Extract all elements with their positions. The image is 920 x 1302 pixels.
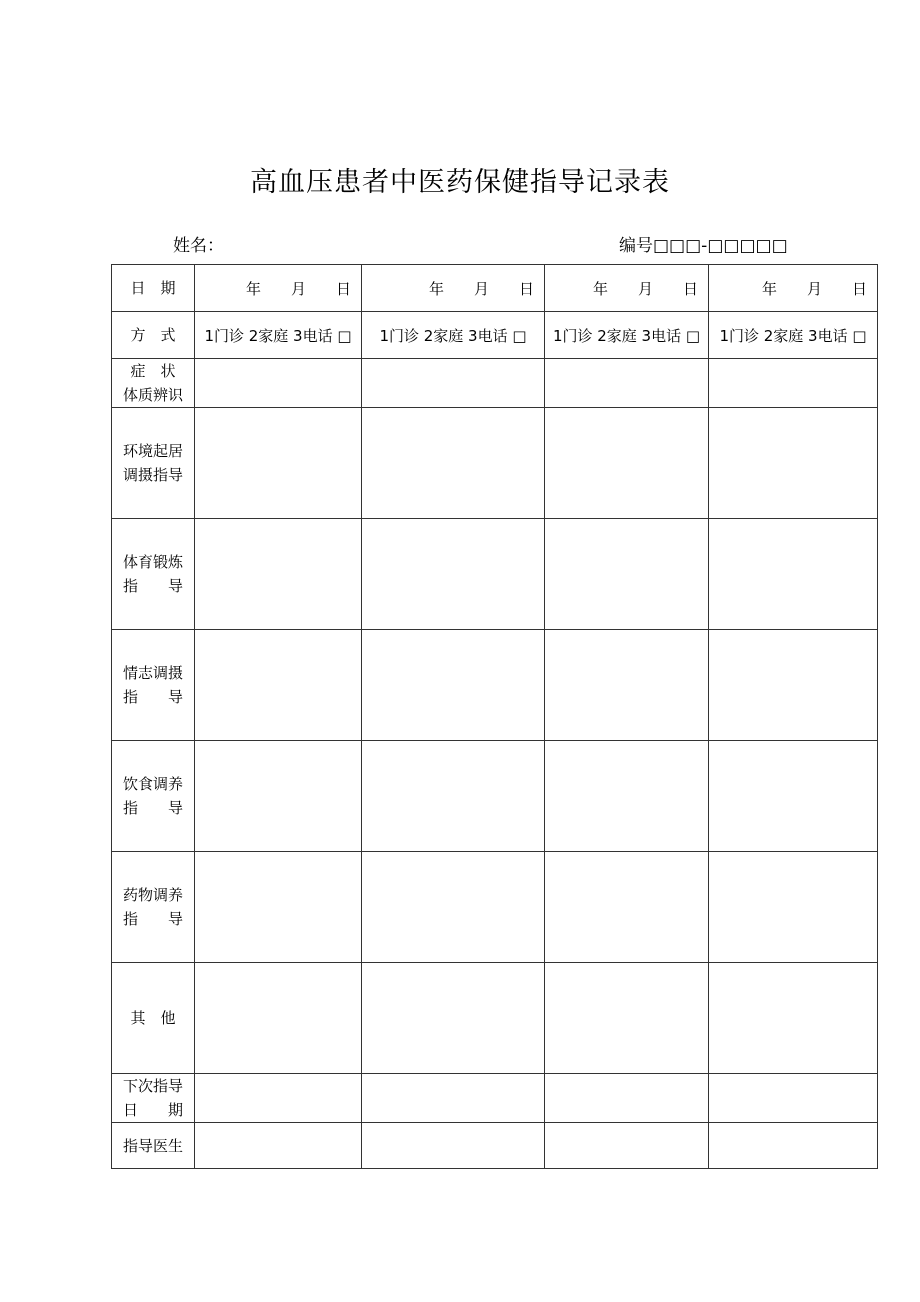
table-row bbox=[112, 963, 878, 1074]
entry-cell[interactable] bbox=[362, 1123, 545, 1169]
mode-row-label: 方 式 bbox=[112, 312, 195, 359]
page-title: 高血压患者中医药保健指导记录表 bbox=[250, 167, 670, 198]
entry-cell[interactable] bbox=[709, 408, 878, 519]
row-label-next-date bbox=[112, 1074, 195, 1123]
entry-cell[interactable] bbox=[195, 630, 362, 741]
entry-cell[interactable] bbox=[709, 519, 878, 630]
entry-cell[interactable] bbox=[195, 741, 362, 852]
entry-cell[interactable] bbox=[545, 1074, 709, 1123]
row-label-diet bbox=[112, 741, 195, 852]
row-label-line2: 调摄指导 bbox=[122, 466, 183, 484]
row-label-emotion bbox=[112, 630, 195, 741]
entry-cell[interactable] bbox=[709, 359, 878, 408]
date-cell-2[interactable]: 年 月 日 bbox=[362, 265, 545, 312]
entry-cell[interactable] bbox=[362, 630, 545, 741]
table-row bbox=[112, 630, 878, 741]
entry-cell[interactable] bbox=[545, 408, 709, 519]
entry-cell[interactable] bbox=[545, 359, 709, 408]
row-label-doctor: 指导医生 bbox=[112, 1123, 195, 1169]
date-row-label: 日 期 bbox=[112, 265, 195, 312]
table-row bbox=[112, 519, 878, 630]
mode-cell-2[interactable]: 1门诊 2家庭 3电话 □ bbox=[362, 312, 545, 359]
row-label-line2: 体质辨识 bbox=[122, 386, 183, 404]
row-label-line2: 指 导 bbox=[122, 577, 183, 595]
entry-cell[interactable] bbox=[545, 1123, 709, 1169]
entry-cell[interactable] bbox=[545, 963, 709, 1074]
row-label-line2: 指 导 bbox=[122, 799, 183, 817]
entry-cell[interactable] bbox=[709, 741, 878, 852]
mode-row bbox=[112, 312, 878, 359]
mode-cell-4[interactable]: 1门诊 2家庭 3电话 □ bbox=[709, 312, 878, 359]
row-label-line1: 体育锻炼 bbox=[122, 553, 183, 571]
entry-cell[interactable] bbox=[195, 519, 362, 630]
date-cell-4[interactable]: 年 月 日 bbox=[709, 265, 878, 312]
row-label-line1: 情志调摄 bbox=[122, 664, 183, 682]
row-label-line2: 指 导 bbox=[122, 688, 183, 706]
entry-cell[interactable] bbox=[545, 741, 709, 852]
name-label: 姓名： bbox=[173, 236, 224, 256]
entry-cell[interactable] bbox=[362, 408, 545, 519]
entry-cell[interactable] bbox=[195, 408, 362, 519]
table-row bbox=[112, 1074, 878, 1123]
entry-cell[interactable] bbox=[362, 519, 545, 630]
table-row bbox=[112, 852, 878, 963]
table-row bbox=[112, 1123, 878, 1169]
row-label-constitution bbox=[112, 359, 195, 408]
row-label-line1: 药物调养 bbox=[122, 886, 183, 904]
row-label-line1: 环境起居 bbox=[122, 442, 183, 460]
entry-cell[interactable] bbox=[709, 1074, 878, 1123]
entry-cell[interactable] bbox=[195, 1123, 362, 1169]
row-label-line1: 饮食调养 bbox=[122, 775, 183, 793]
row-label-line2: 指 导 bbox=[122, 910, 183, 928]
entry-cell[interactable] bbox=[545, 852, 709, 963]
code-label: 编号□□□-□□□□□ bbox=[619, 236, 788, 256]
entry-cell[interactable] bbox=[709, 852, 878, 963]
entry-cell[interactable] bbox=[709, 963, 878, 1074]
record-table bbox=[111, 264, 878, 1169]
row-label-other: 其 他 bbox=[112, 963, 195, 1074]
entry-cell[interactable] bbox=[362, 1074, 545, 1123]
date-cell-1[interactable]: 年 月 日 bbox=[195, 265, 362, 312]
entry-cell[interactable] bbox=[545, 519, 709, 630]
entry-cell[interactable] bbox=[362, 852, 545, 963]
entry-cell[interactable] bbox=[195, 1074, 362, 1123]
row-label-living bbox=[112, 408, 195, 519]
date-row bbox=[112, 265, 878, 312]
entry-cell[interactable] bbox=[195, 852, 362, 963]
row-label-line2: 日 期 bbox=[122, 1101, 183, 1119]
mode-cell-1[interactable]: 1门诊 2家庭 3电话 □ bbox=[195, 312, 362, 359]
row-label-line1: 下次指导 bbox=[122, 1077, 183, 1095]
entry-cell[interactable] bbox=[362, 963, 545, 1074]
entry-cell[interactable] bbox=[709, 630, 878, 741]
row-label-line1: 症 状 bbox=[130, 362, 176, 380]
row-label-exercise bbox=[112, 519, 195, 630]
date-cell-3[interactable]: 年 月 日 bbox=[545, 265, 709, 312]
entry-cell[interactable] bbox=[709, 1123, 878, 1169]
mode-cell-3[interactable]: 1门诊 2家庭 3电话 □ bbox=[545, 312, 709, 359]
entry-cell[interactable] bbox=[195, 963, 362, 1074]
entry-cell[interactable] bbox=[545, 630, 709, 741]
entry-cell[interactable] bbox=[195, 359, 362, 408]
table-row bbox=[112, 408, 878, 519]
entry-cell[interactable] bbox=[362, 359, 545, 408]
table-row bbox=[112, 741, 878, 852]
entry-cell[interactable] bbox=[362, 741, 545, 852]
table-row bbox=[112, 359, 878, 408]
row-label-medicine bbox=[112, 852, 195, 963]
